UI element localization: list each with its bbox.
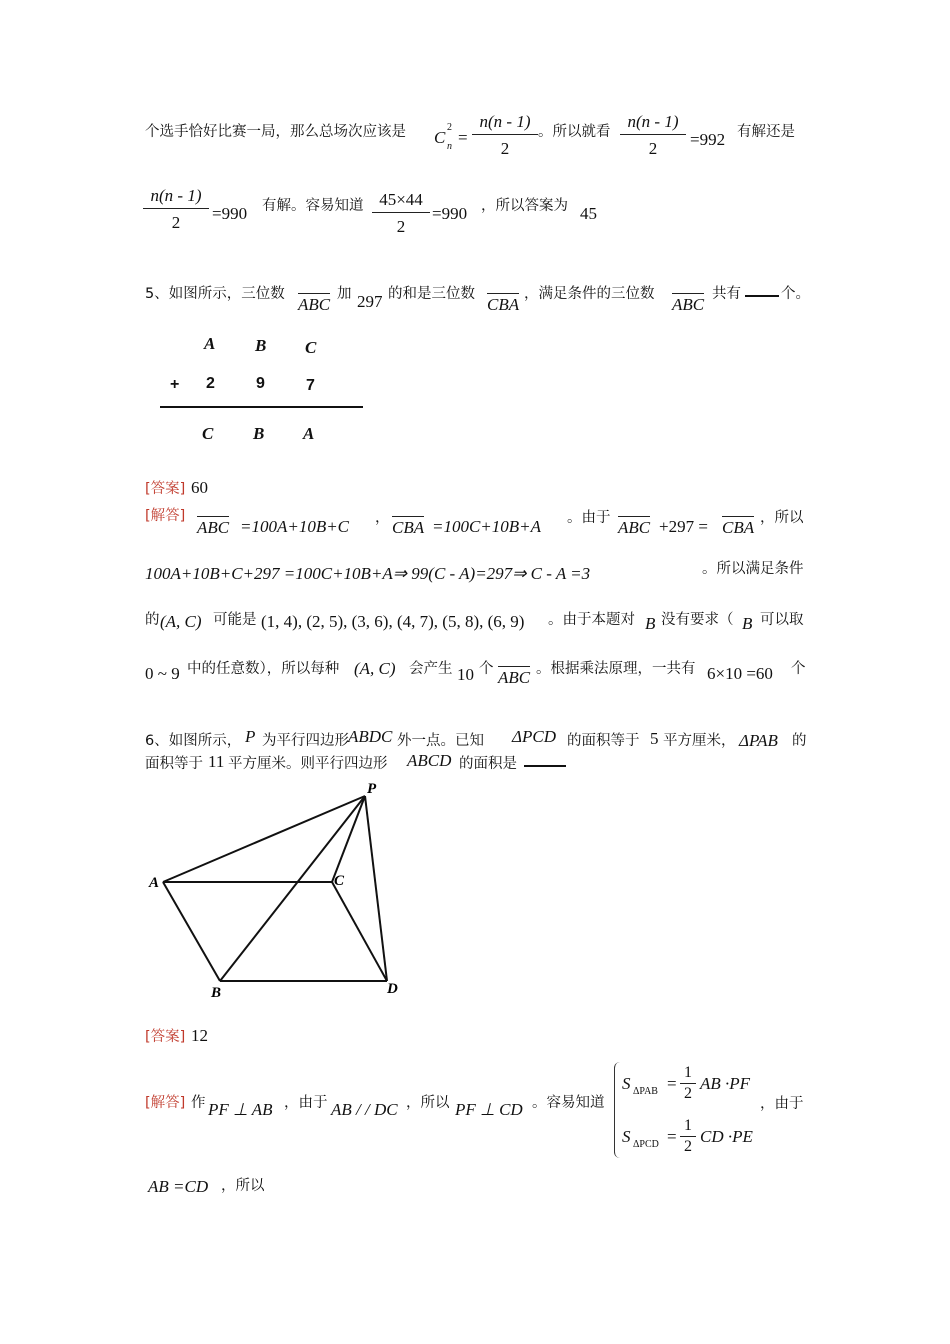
q6-p: P (245, 727, 256, 746)
table-a: A (204, 334, 216, 353)
q6-text-c: 外一点。已知 (397, 733, 484, 749)
sum-line (160, 406, 363, 408)
sol5-line3-pairs: (1, 4), (2, 5), (3, 6), (4, 7), (5, 8), (6, 9) (261, 612, 525, 631)
sol5-line4-range: 0 ~ 9 (145, 664, 180, 683)
fraction-n-n-1-b (620, 112, 686, 159)
eq-992: =992 (690, 130, 726, 149)
answer-label: [答案] (145, 481, 186, 497)
sol5-line3-text4: 可以取 (760, 612, 804, 628)
answer-label-6: [答案] (145, 1029, 186, 1045)
q5-abc: ABC (298, 295, 331, 314)
line1-text-c: 有解还是 (737, 124, 795, 140)
sol5-line3-text2: 。由于本题对 (548, 612, 635, 628)
line-c-d (332, 882, 387, 981)
frac-num: n(n - 1) (620, 112, 686, 135)
q6-line2-b: 平方厘米。则平行四边形 (228, 756, 388, 772)
sol5-line3-text: 可能是 (213, 612, 257, 628)
solution-label: [解答] (145, 508, 186, 524)
sol6-pf-cd: PF ⊥ CD (455, 1100, 523, 1119)
sol5-line3-text3: 没有要求（ (661, 612, 734, 628)
line-a-b (163, 882, 220, 981)
q6-line2-a: 面积等于 (145, 756, 203, 772)
table-b2: B (253, 424, 265, 443)
fraction-n-n-1 (472, 112, 538, 159)
q5-blank (745, 281, 779, 301)
frac-num: 45×44 (372, 190, 430, 213)
q6-tri-pab: ΔPAB (739, 731, 778, 750)
sol6-text-e: ，由于 (760, 1096, 804, 1112)
solution-label-6: [解答] (145, 1095, 186, 1111)
line2-text-a: 有解。容易知道 (262, 198, 364, 214)
label-b: B (211, 985, 222, 1001)
sol5-line2-text: 。所以满足条件 (702, 561, 804, 577)
sol5-line3-de: 的 (145, 612, 160, 628)
frac-den: 2 (684, 1138, 692, 1155)
answer-value-6: 12 (191, 1026, 208, 1045)
sol5-text-b: ，所以 (760, 510, 804, 526)
sol5-abc: ABC (197, 518, 230, 537)
q6-line2-c: 的面积是 (459, 756, 517, 772)
q5-text-d: ，满足条件的三位数 (524, 286, 655, 302)
s2-half (680, 1117, 696, 1156)
sol5-cba: CBA (392, 518, 425, 537)
sol6-text-d: 。容易知道 (532, 1095, 605, 1111)
frac-num: 1 (680, 1117, 696, 1137)
sol5-line3-b: B (645, 614, 656, 633)
q6-abdc: ABDC (348, 727, 393, 746)
line1-text-b: 。所以就看 (538, 124, 611, 140)
q6-five: 5 (650, 729, 659, 748)
q5-text-b: 加 (337, 286, 352, 302)
frac-num: 1 (680, 1064, 696, 1084)
sol5-plus297: +297 = (659, 517, 708, 536)
frac-den: 2 (648, 139, 658, 158)
s1-eq: = (667, 1074, 677, 1093)
s1-sub: ΔPAB (633, 1086, 658, 1097)
s2-sub: ΔPCD (633, 1139, 659, 1150)
parallelogram-figure (140, 775, 420, 1005)
q6-text-a: 6、如图所示， (145, 733, 242, 749)
s1-rest: AB ·PF (700, 1074, 751, 1093)
eq-sign: = (458, 128, 468, 147)
s1: S (622, 1074, 631, 1093)
label-d: D (387, 981, 398, 997)
label-a: A (149, 875, 160, 891)
q5-abc2: ABC (672, 295, 705, 314)
sol5-line4-ten: 10 (457, 665, 474, 684)
q5-text-c: 的和是三位数 (388, 286, 475, 302)
sol5-line4-text: 中的任意数），所以每种 (187, 661, 340, 677)
frac-num: n(n - 1) (472, 112, 538, 135)
answer-value: 60 (191, 478, 208, 497)
sol5-comma: ， (375, 510, 390, 526)
sol5-line2-eq: 100A+10B+C+297 =100C+10B+A⇒ 99(C - A)=297⇒ C - A =3 (145, 564, 591, 583)
combination-c: C (434, 128, 446, 147)
q5-text-e: 共有 (712, 286, 741, 302)
sol5-line4-ac: (A, C) (354, 659, 396, 678)
table-c: C (305, 338, 317, 357)
sol5-cba2: CBA (722, 518, 755, 537)
table-b: B (255, 336, 267, 355)
frac-den: 2 (171, 213, 181, 232)
sol5-line4-text5: 个 (791, 661, 806, 677)
table-9: 9 (256, 375, 265, 392)
sol5-line3-b2: B (742, 614, 753, 633)
q6-tri-pcd: ΔPCD (512, 727, 556, 746)
table-c2: C (202, 424, 214, 443)
eq-990: =990 (212, 204, 248, 223)
q6-abcd: ABCD (407, 751, 452, 770)
line-d-p (365, 796, 387, 981)
sol5-text-a: 。由于 (567, 510, 611, 526)
frac-num: n(n - 1) (143, 186, 209, 209)
q6-text-b: 为平行四边形 (262, 733, 349, 749)
sol5-line3-ac: (A, C) (160, 612, 202, 631)
q6-text-f: 的 (792, 733, 807, 749)
sol5-abc2: ABC (618, 518, 651, 537)
label-p: P (367, 781, 377, 797)
sol6-last-text: ，所以 (221, 1178, 265, 1194)
q6-text-d: 的面积等于 (567, 733, 640, 749)
line2-text-b: ，所以答案为 (481, 198, 568, 214)
table-2: 2 (206, 375, 215, 392)
line1-text-a: 个选手恰好比赛一局，那么总场次应该是 (145, 124, 406, 140)
sol5-line4-abc: ABC (498, 668, 531, 687)
s2-eq: = (667, 1127, 677, 1146)
q6-text-e: 平方厘米， (663, 733, 736, 749)
sol5-line4-calc: 6×10 =60 (707, 664, 773, 683)
answer-45: 45 (580, 204, 597, 223)
frac-den: 2 (684, 1085, 692, 1102)
sol6-text-a: 作 (191, 1095, 206, 1111)
sol5-line4-text3: 个 (479, 661, 494, 677)
q5-297: 297 (357, 292, 383, 311)
sol6-last-eq: AB =CD (148, 1177, 209, 1196)
fraction-n-n-1-c (143, 186, 209, 233)
fraction-45x44 (372, 190, 430, 237)
frac-den: 2 (396, 217, 406, 236)
q6-eleven: 11 (208, 752, 225, 771)
s2-rest: CD ·PE (700, 1127, 753, 1146)
q5-cba: CBA (487, 295, 520, 314)
s1-half (680, 1064, 696, 1103)
sol6-ab-dc: AB / / DC (331, 1100, 398, 1119)
sol6-text-c: ，所以 (406, 1095, 450, 1111)
table-a2: A (303, 424, 315, 443)
sol5-eq1: =100A+10B+C (240, 517, 350, 536)
frac-den: 2 (500, 139, 510, 158)
q6-blank (524, 751, 566, 771)
combination-sub: n (447, 141, 452, 152)
label-c: C (334, 873, 345, 889)
table-7: 7 (306, 377, 315, 394)
figure-lines (163, 796, 387, 981)
q5-text-f: 个。 (781, 286, 810, 302)
sol5-line4-text2: 会产生 (409, 661, 453, 677)
s2: S (622, 1127, 631, 1146)
sol6-pf-ab: PF ⊥ AB (208, 1100, 273, 1119)
line-a-p (163, 796, 365, 882)
combination-sup: 2 (447, 122, 452, 133)
q5-text-a: 5、如图所示，三位数 (145, 286, 285, 302)
sol5-line4-text4: 。根据乘法原理，一共有 (536, 661, 696, 677)
eq-990b: =990 (432, 204, 468, 223)
sol5-eq2: =100C+10B+A (432, 517, 542, 536)
sol6-text-b: ，由于 (284, 1095, 328, 1111)
table-plus: + (170, 376, 180, 393)
